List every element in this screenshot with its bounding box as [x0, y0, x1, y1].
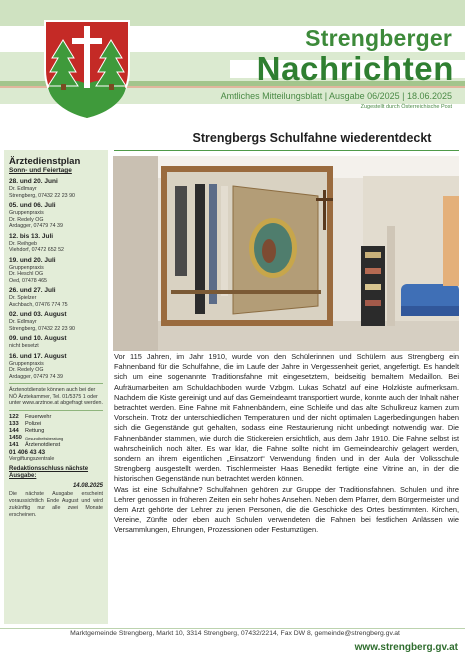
schedule-doctor: Dr. Edlmayr — [9, 319, 37, 325]
emergency-number-value: 122 — [9, 413, 19, 420]
schedule-date: 09. und 10. August — [9, 335, 67, 342]
schedule-entry — [9, 233, 103, 254]
schedule-doctor: Dr. Redely OG — [9, 367, 44, 373]
emergency-number — [9, 421, 103, 428]
sidebar-divider — [9, 383, 103, 384]
deadline-date: 14.08.2025 — [72, 482, 103, 489]
masthead — [0, 0, 465, 124]
schedule-doctor: Dr. Spielzer — [9, 295, 37, 301]
schedule-doctor: Dr. Redely OG — [9, 216, 44, 223]
schedule-doctor: nicht besetzt — [9, 343, 39, 349]
schedule-phone: Strengberg, 07432 22 23 90 — [9, 325, 75, 332]
schedule-entry — [9, 311, 103, 332]
schedule-practice: Gruppenpraxis — [9, 360, 44, 367]
masthead-title-line1: Strengberger — [305, 25, 452, 51]
schedule-date: 12. bis 13. Juli — [9, 232, 54, 240]
schedule-phone: Aschbach, 07476 774 75 — [9, 301, 68, 308]
schedule-entry — [9, 287, 103, 308]
sidebar-subtitle: Sonn- und Feiertage — [9, 167, 72, 174]
emergency-number-label: Feuerwehr — [25, 413, 52, 420]
sidebar-divider — [9, 410, 103, 411]
footer-divider — [0, 628, 465, 629]
schedule-date: 26. und 27. Juli — [9, 287, 56, 294]
schedule-entry — [9, 178, 103, 199]
deadline-title: Redaktionsschluss nächste Ausgabe: — [9, 465, 89, 479]
postal-note: Zugestellt durch Österreichische Post — [360, 104, 452, 110]
emergency-number-value: 1450 — [9, 434, 22, 441]
schedule-practice: Gruppenpraxis — [9, 264, 44, 271]
school-flag-display-photo — [113, 156, 459, 351]
emergency-number-label: Rettung — [25, 427, 45, 434]
schedule-date: 05. und 06. Juli — [9, 202, 56, 209]
emergency-number — [9, 435, 103, 442]
schedule-entry — [9, 353, 103, 381]
footer-website-link[interactable]: www.strengberg.gv.at — [354, 642, 458, 653]
schedule-practice: Gruppenpraxis — [9, 210, 44, 216]
emergency-number-value: 133 — [9, 420, 19, 427]
schedule-date: 02. und 03. August — [9, 311, 67, 318]
schedule-entry — [9, 257, 103, 285]
coat-of-arms-logo — [42, 18, 132, 120]
article-headline: Strengbergs Schulfahne wiederentdeckt — [192, 131, 432, 145]
schedule-date: 16. und 17. August — [9, 352, 67, 360]
emergency-note: Ärztenotdienste können auch bei der NÖ Ärztekammer, Tel. 01/5375 1 oder unter www.arztnoe.at abgefragt werden. — [9, 387, 103, 406]
article-paragraph: Vor 115 Jahren, im Jahr 1910, wurde von den Schülerinnen und Schülern aus Strengberg ein Fahnenband für die Schulfahne, die im Laufe der Jahre in Vergessenheit geriet, angefertigt. Es handelt sich um eine sogenannte Traditionsfahne mit eingesetztem, beidseitig bemaltem Medaillon. Bei Aufräumarbeiten am Schuldachboden wurde Vzbgm. Lukas Schatzl auf eine Holzkiste aufmerksam. Nachdem die Kiste gereinigt und auf das Gemeindeamt transportiert wurde, konnte auch der Inhalt näher betrachtet werden. Eine Fahne mit Fahnenbändern, eine Schleife und das alte Schulkreuz kamen zum Vorschein. Trotz der unterschiedlichen Temperaturen und der nicht optimalen Lagerbedingungen haben sich die Gegenstände gut gehalten, sodass eine Restaurierung nicht unbedingt notwendig war. Die Fahnenbänder stammen, wie durch die Stickereien ersichtlich, aus dem Jahr 1910. Die Fahne selbst ist wahrscheinlich noch älter. Es war klar, die Fahne sollte nicht im Gemeindearchiv gelagert werden, sondern an ihrem eigentlichen „Einsatzort“ Verwendung finden und in der Aula der Volksschule Strengberg ausgestellt werden. Tischlermeister Haas Benedikt fertigte eine Vitrine an, in der die historischen Gegenstände nun betrachtet werden können. — [114, 352, 459, 484]
masthead-subtitle: Amtliches Mitteilungsblatt | Ausgabe 06/2025 | 18.06.2025 — [220, 91, 452, 101]
schedule-phone: Ardagger, 07479 74 39 — [9, 223, 63, 229]
schedule-doctor: Dr. Heschl OG — [9, 271, 44, 277]
emergency-number-label: Gesundheitsberatung — [25, 435, 64, 441]
emergency-number — [9, 442, 103, 449]
sidebar-title: Ärztedienstplan — [9, 156, 81, 167]
schedule-phone: Ardagger, 07479 74 39 — [9, 373, 63, 380]
schedule-entry — [9, 202, 103, 230]
emergency-number-label: Ärztenotdienst — [25, 441, 61, 448]
schedule-phone: Strengberg, 07432 22 23 90 — [9, 192, 75, 199]
emergency-number — [9, 428, 103, 435]
poison-center-label: Vergiftungszentrale — [9, 456, 55, 462]
deadline-text: Die nächste Ausgabe erscheint voraussichtlich Ende August und wird zukünftig nur alle zwei Monate erscheinen. — [9, 490, 103, 518]
schedule-phone: Oed, 07478 465 — [9, 277, 47, 284]
article-body — [114, 352, 459, 536]
emergency-number-value: 141 — [9, 441, 19, 448]
schedule-phone: Viehdorf, 07472 652 52 — [9, 247, 64, 253]
emergency-number-label: Polizei — [25, 420, 42, 427]
masthead-title-line2: Nachrichten — [256, 50, 454, 87]
schedule-entry — [9, 335, 103, 350]
footer-address: Marktgemeinde Strengberg, Markt 10, 3314 Strengberg, 07432/2214, Fax DW 8, gemeinde@strengberg.gv.at — [70, 630, 400, 637]
poison-center-number: 01 406 43 43 — [9, 448, 46, 456]
doctor-schedule-sidebar — [4, 150, 108, 624]
emergency-number — [9, 414, 103, 421]
schedule-date: 28. und 20. Juni — [9, 178, 58, 185]
schedule-doctor: Dr. Edlmayr — [9, 186, 37, 192]
headline-divider — [114, 150, 459, 151]
emergency-number-value: 144 — [9, 427, 19, 434]
article-paragraph: Was ist eine Schulfahne? Schulfahnen gehören zur Gruppe der Traditionsfahnen. Schulen und ihre Lehrer genossen in früheren Zeiten ein sehr hohes Ansehen. Neben dem Pfarrer, dem Bürgermeister und dem Arzt gehörte der Lehrer zu jenen Personen, die die Geschicke des Ortes bestimmten. Kirchen, Vereine, Zünfte oder eben auch Schulen verwendeten die Fahnen bei festlichen Anlässen wie Versammlungen, Ehrungen, Prozessionen oder Festumzügen. — [114, 484, 459, 535]
schedule-doctor: Dr. Reihgeb — [9, 240, 37, 247]
schedule-date: 19. und 20. Juli — [9, 256, 56, 264]
